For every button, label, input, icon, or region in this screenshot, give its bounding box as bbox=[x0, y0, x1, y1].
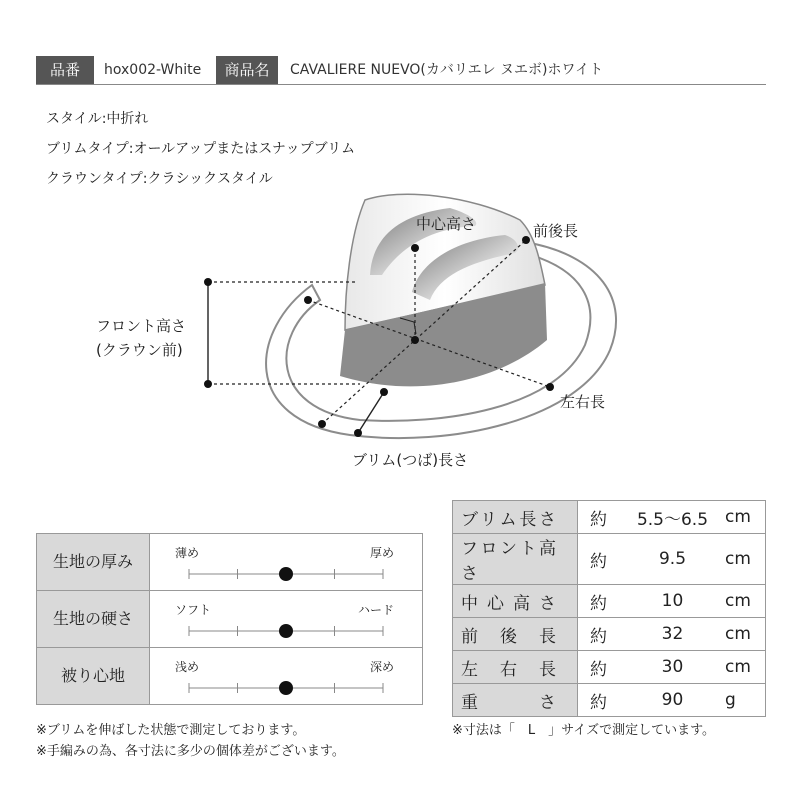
feature-low-label: 薄め bbox=[175, 546, 200, 560]
dimension-row bbox=[453, 501, 766, 534]
dimension-value: 10 bbox=[661, 591, 684, 611]
dimension-unit: g bbox=[725, 684, 766, 717]
dimension-value-cell bbox=[578, 618, 726, 651]
dimension-row bbox=[453, 651, 766, 684]
feature-table bbox=[36, 533, 423, 705]
feature-low-label: ソフト bbox=[175, 603, 212, 617]
dimension-prefix: 約 bbox=[590, 692, 607, 713]
notes-left bbox=[36, 720, 345, 762]
label-front-height-2: (クラウン前) bbox=[96, 341, 183, 359]
dimension-unit: cm bbox=[725, 585, 766, 618]
dimension-prefix: 約 bbox=[590, 551, 607, 572]
dimension-unit: cm bbox=[725, 618, 766, 651]
label-brim-length: ブリム(つば)長さ bbox=[352, 451, 469, 469]
note-size: ※寸法は「 L 」サイズで測定しています。 bbox=[452, 723, 716, 738]
feature-row bbox=[37, 534, 422, 591]
dimension-label: フロント高さ bbox=[453, 534, 578, 585]
attr-style: スタイル:中折れ bbox=[46, 111, 149, 127]
scale-marker bbox=[279, 624, 293, 638]
dimension-value-cell bbox=[578, 501, 726, 534]
attr-brim-type: ブリムタイプ:オールアップまたはスナップブリム bbox=[46, 141, 356, 157]
code-value: hox002-White bbox=[104, 62, 202, 78]
dimension-unit: cm bbox=[725, 501, 766, 534]
feature-label: 生地の硬さ bbox=[37, 591, 150, 647]
dimension-value: 9.5 bbox=[658, 549, 687, 569]
label-left-right: 左右長 bbox=[560, 393, 606, 411]
dimension-label: 中心高さ bbox=[453, 585, 578, 618]
feature-high-label: 深め bbox=[369, 660, 394, 674]
note-brim: ※ブリムを伸ばした状態で測定しております。 bbox=[36, 723, 306, 738]
dimension-prefix: 約 bbox=[590, 509, 607, 530]
dimension-unit: cm bbox=[725, 534, 766, 585]
dimension-prefix: 約 bbox=[590, 593, 607, 614]
dimension-label: ブリム長さ bbox=[453, 501, 578, 534]
dimension-label: 左右長 bbox=[453, 651, 578, 684]
label-front-height-1: フロント高さ bbox=[96, 317, 187, 335]
dimension-row bbox=[453, 618, 766, 651]
dimension-value: 32 bbox=[661, 624, 684, 644]
dimension-table bbox=[452, 500, 766, 717]
feature-high-label: ハード bbox=[357, 603, 394, 617]
feature-label: 被り心地 bbox=[37, 648, 150, 704]
dimension-value: 30 bbox=[661, 657, 684, 677]
dimension-value-cell bbox=[578, 585, 726, 618]
feature-high-label: 厚め bbox=[369, 546, 394, 560]
dimension-value-cell bbox=[578, 651, 726, 684]
label-front-back: 前後長 bbox=[533, 222, 579, 240]
note-handmade: ※手編みの為、各寸法に多少の個体差がございます。 bbox=[36, 744, 345, 759]
feature-scale bbox=[37, 534, 422, 590]
dimension-value: 5.5〜6.5 bbox=[636, 509, 709, 530]
dimension-unit: cm bbox=[725, 651, 766, 684]
name-value: CAVALIERE NUEVO(カバリエレ ヌエボ)ホワイト bbox=[290, 62, 604, 78]
dimension-row bbox=[453, 534, 766, 585]
dimension-prefix: 約 bbox=[590, 659, 607, 680]
label-center-height: 中心高さ bbox=[416, 215, 477, 233]
dimension-value: 90 bbox=[661, 690, 684, 710]
name-label: 商品名 bbox=[216, 56, 278, 84]
feature-row bbox=[37, 591, 422, 648]
dimension-label: 重さ bbox=[453, 684, 578, 717]
feature-low-label: 浅め bbox=[175, 660, 200, 674]
code-label: 品番 bbox=[36, 56, 94, 84]
attr-crown-type: クラウンタイプ:クラシックスタイル bbox=[46, 171, 273, 187]
feature-label: 生地の厚み bbox=[37, 534, 150, 590]
feature-row bbox=[37, 648, 422, 704]
feature-scale bbox=[37, 591, 422, 647]
dimension-label: 前後長 bbox=[453, 618, 578, 651]
scale-marker bbox=[279, 567, 293, 581]
dimension-value-cell bbox=[578, 534, 726, 585]
feature-scale bbox=[37, 648, 422, 704]
dimension-row bbox=[453, 684, 766, 717]
scale-marker bbox=[279, 681, 293, 695]
dimension-prefix: 約 bbox=[590, 626, 607, 647]
dimension-value-cell bbox=[578, 684, 726, 717]
dimension-row bbox=[453, 585, 766, 618]
